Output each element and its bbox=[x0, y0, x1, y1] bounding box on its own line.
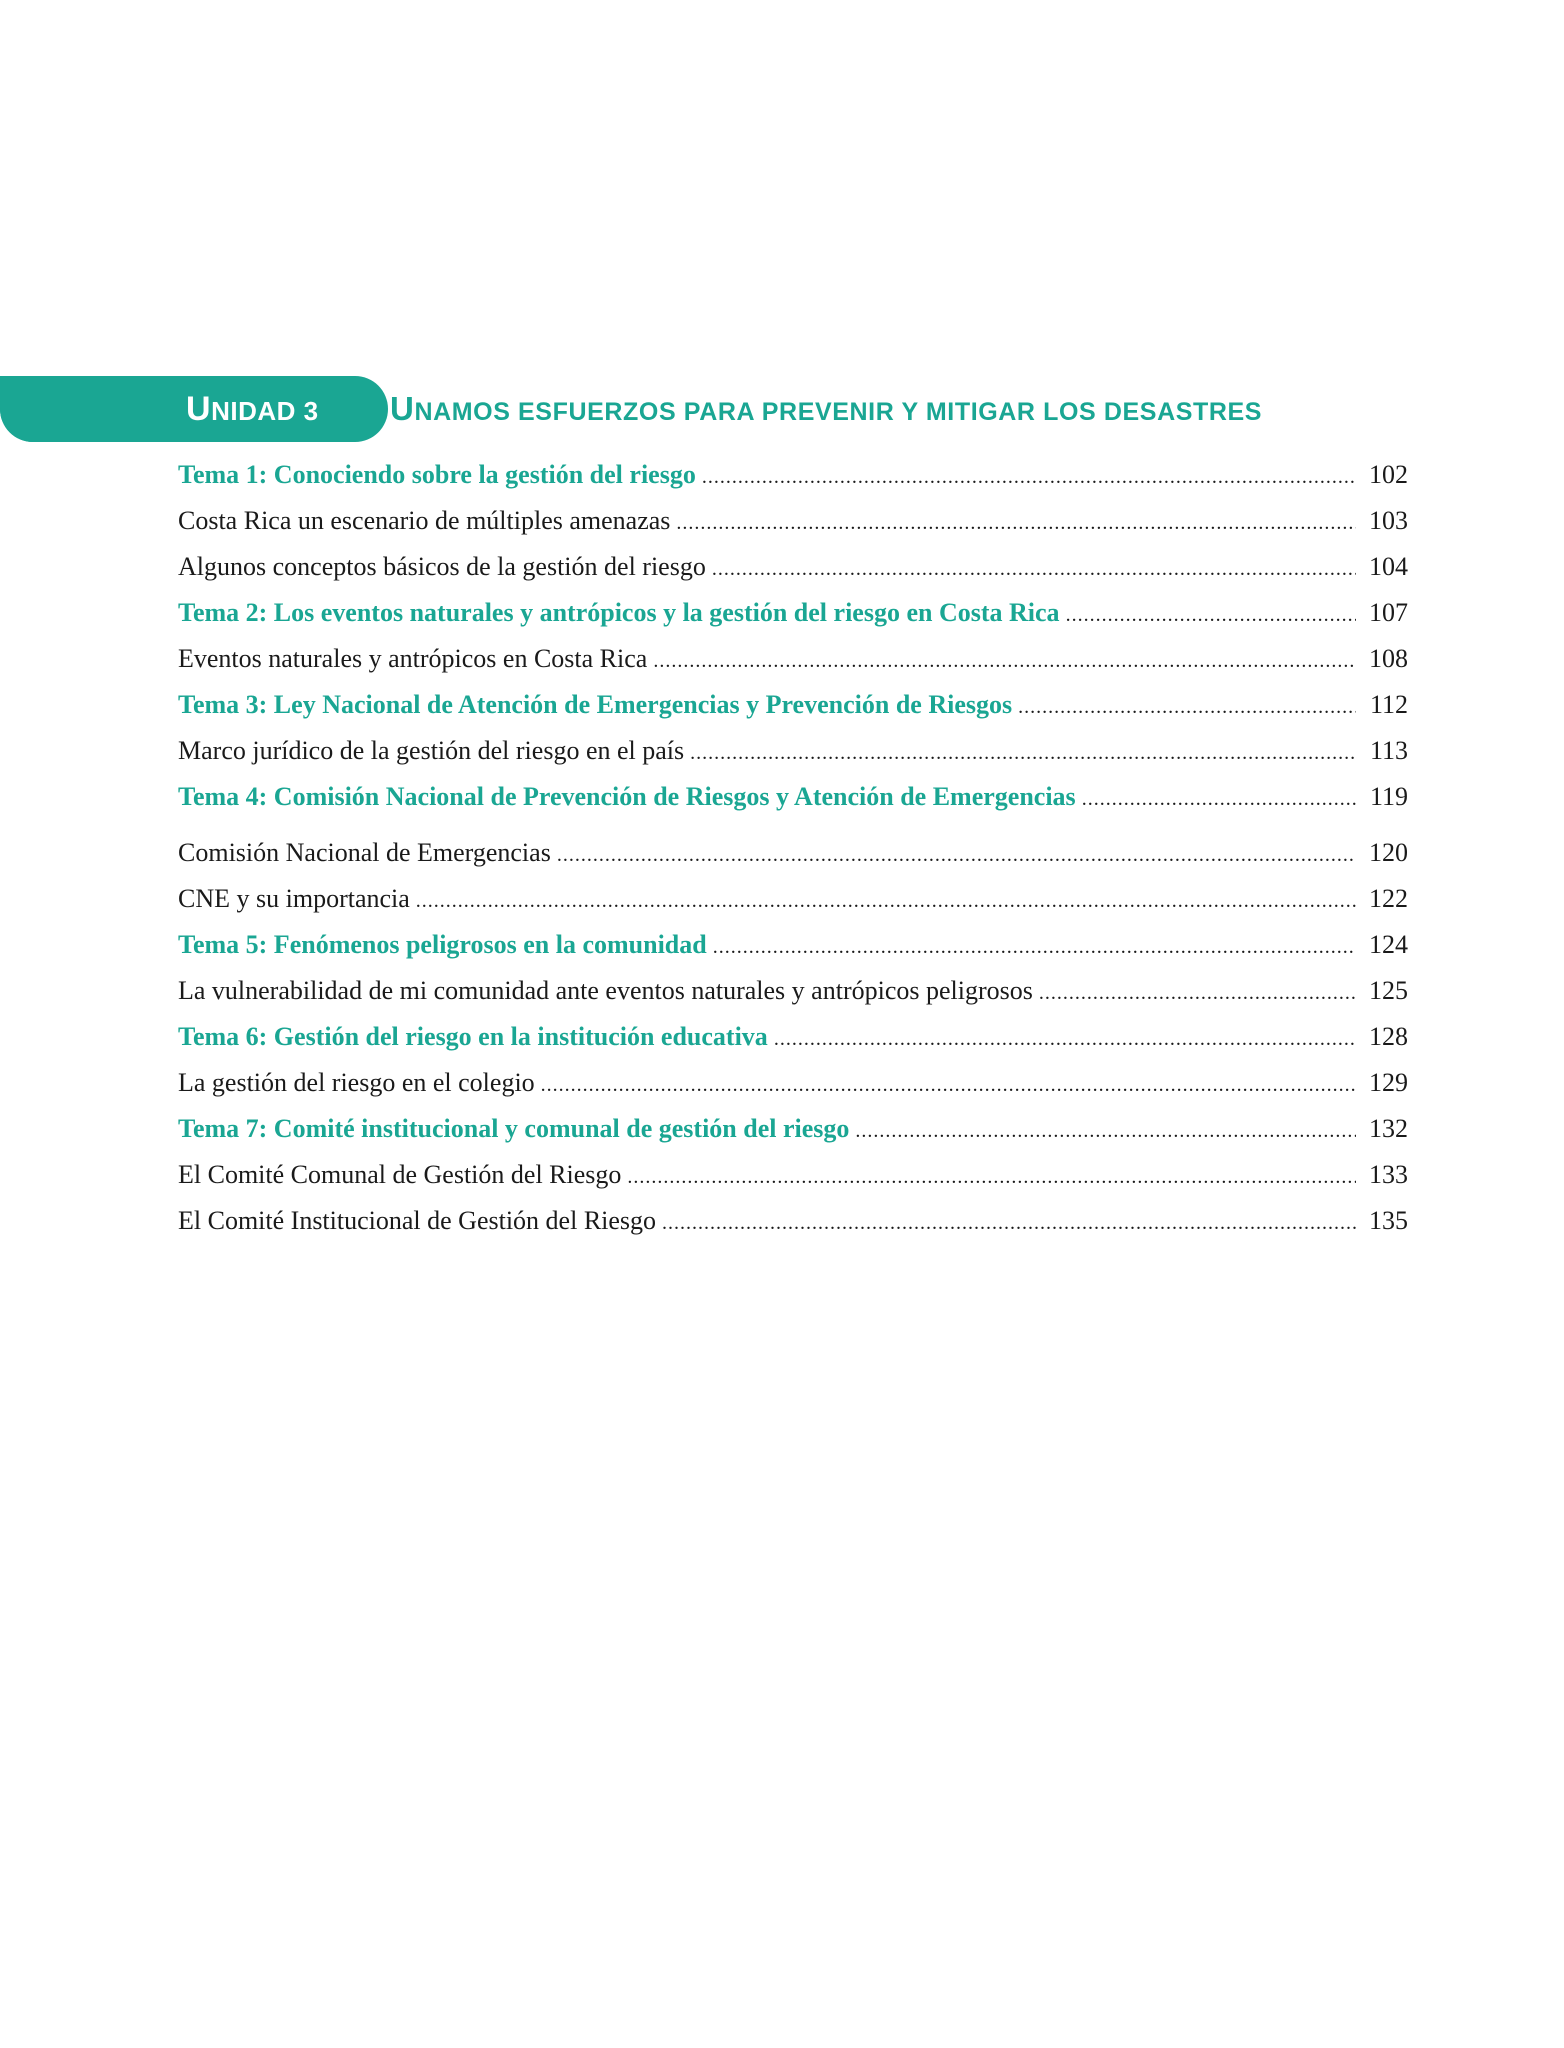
toc-entry[interactable] bbox=[178, 1198, 1408, 1244]
toc-entry-label: El Comité Institucional de Gestión del Riesgo bbox=[178, 1206, 657, 1235]
dot-leader bbox=[1082, 776, 1356, 822]
toc-entry-page: 129 bbox=[1369, 1068, 1408, 1097]
toc-entry[interactable] bbox=[178, 1152, 1408, 1198]
toc-entry-page: 133 bbox=[1369, 1160, 1408, 1189]
toc-entry-page: 102 bbox=[1369, 460, 1408, 489]
dot-leader bbox=[653, 638, 1356, 684]
toc-entry[interactable] bbox=[178, 1060, 1408, 1106]
toc-entry-label: Tema 5: Fenómenos peligrosos en la comunidad bbox=[178, 930, 707, 959]
unit-label-initial: U bbox=[186, 390, 212, 428]
dot-leader bbox=[690, 730, 1356, 776]
toc-entry-page: 113 bbox=[1369, 736, 1408, 765]
dot-leader bbox=[676, 500, 1356, 546]
toc-entry-page: 124 bbox=[1369, 930, 1408, 959]
toc-entry-page: 104 bbox=[1369, 552, 1408, 581]
toc-entry-page: 125 bbox=[1369, 976, 1408, 1005]
unit-label bbox=[186, 379, 319, 439]
toc-entry-page: 135 bbox=[1369, 1206, 1408, 1235]
toc-entry-page: 128 bbox=[1369, 1022, 1408, 1051]
toc-entry-page: 120 bbox=[1369, 838, 1408, 867]
dot-leader bbox=[416, 878, 1356, 924]
toc-entry-page: 119 bbox=[1369, 782, 1408, 811]
toc-entry[interactable] bbox=[178, 774, 1408, 820]
dot-leader bbox=[713, 924, 1356, 970]
toc-entry[interactable] bbox=[178, 1106, 1408, 1152]
toc-entry[interactable] bbox=[178, 682, 1408, 728]
toc-entry-label: Algunos conceptos básicos de la gestión del riesgo bbox=[178, 552, 706, 581]
toc-entry[interactable] bbox=[178, 728, 1408, 774]
dot-leader bbox=[774, 1016, 1356, 1062]
toc-entry[interactable] bbox=[178, 452, 1408, 498]
toc-entry[interactable] bbox=[178, 876, 1408, 922]
toc-entry-page: 112 bbox=[1369, 690, 1408, 719]
toc-entry[interactable] bbox=[178, 636, 1408, 682]
dot-leader bbox=[557, 832, 1356, 878]
dot-leader bbox=[855, 1108, 1356, 1154]
dot-leader bbox=[541, 1062, 1356, 1108]
dot-leader bbox=[1066, 592, 1356, 638]
toc-entry-label: Tema 6: Gestión del riesgo en la institución educativa bbox=[178, 1022, 768, 1051]
toc-entry-label: Marco jurídico de la gestión del riesgo en el país bbox=[178, 736, 685, 765]
toc-entry-label: Tema 1: Conociendo sobre la gestión del riesgo bbox=[178, 460, 696, 489]
dot-leader bbox=[662, 1200, 1356, 1246]
toc-entry-label: La gestión del riesgo en el colegio bbox=[178, 1068, 535, 1097]
toc-entry-label: Tema 7: Comité institucional y comunal de gestión del riesgo bbox=[178, 1114, 850, 1143]
unit-title bbox=[390, 381, 1262, 437]
toc-entry[interactable] bbox=[178, 1014, 1408, 1060]
dot-leader bbox=[627, 1154, 1356, 1200]
unit-label-rest: NIDAD 3 bbox=[211, 396, 319, 426]
table-of-contents bbox=[178, 452, 1408, 1244]
toc-entry[interactable] bbox=[178, 968, 1408, 1014]
toc-entry-label: La vulnerabilidad de mi comunidad ante eventos naturales y antrópicos peligrosos bbox=[178, 976, 1033, 1005]
dot-leader bbox=[712, 546, 1356, 592]
toc-entry-label: Eventos naturales y antrópicos en Costa Rica bbox=[178, 644, 648, 673]
toc-entry[interactable] bbox=[178, 590, 1408, 636]
unit-title-rest: NAMOS ESFUERZOS PARA PREVENIR Y MITIGAR LOS DESASTRES bbox=[414, 398, 1263, 426]
toc-entry-label: CNE y su importancia bbox=[178, 884, 410, 913]
dot-leader bbox=[1018, 684, 1356, 730]
toc-entry-page: 103 bbox=[1369, 506, 1408, 535]
toc-entry[interactable] bbox=[178, 544, 1408, 590]
dot-leader bbox=[1039, 970, 1356, 1016]
toc-entry-label: Comisión Nacional de Emergencias bbox=[178, 838, 551, 867]
toc-entry-label: Costa Rica un escenario de múltiples amenazas bbox=[178, 506, 671, 535]
dot-leader bbox=[702, 454, 1356, 500]
toc-entry-label: El Comité Comunal de Gestión del Riesgo bbox=[178, 1160, 622, 1189]
toc-entry-label: Tema 4: Comisión Nacional de Prevención de Riesgos y Atención de Emergencias bbox=[178, 782, 1076, 811]
toc-entry[interactable] bbox=[178, 922, 1408, 968]
unit-title-initial: U bbox=[390, 390, 415, 427]
toc-entry-page: 108 bbox=[1369, 644, 1408, 673]
toc-entry-page: 132 bbox=[1369, 1114, 1408, 1143]
toc-entry[interactable] bbox=[178, 830, 1408, 876]
toc-entry-page: 107 bbox=[1369, 598, 1408, 627]
toc-entry-page: 122 bbox=[1369, 884, 1408, 913]
toc-entry-label: Tema 2: Los eventos naturales y antrópicos y la gestión del riesgo en Costa Rica bbox=[178, 598, 1060, 627]
toc-entry[interactable] bbox=[178, 498, 1408, 544]
toc-entry-label: Tema 3: Ley Nacional de Atención de Emergencias y Prevención de Riesgos bbox=[178, 690, 1013, 719]
